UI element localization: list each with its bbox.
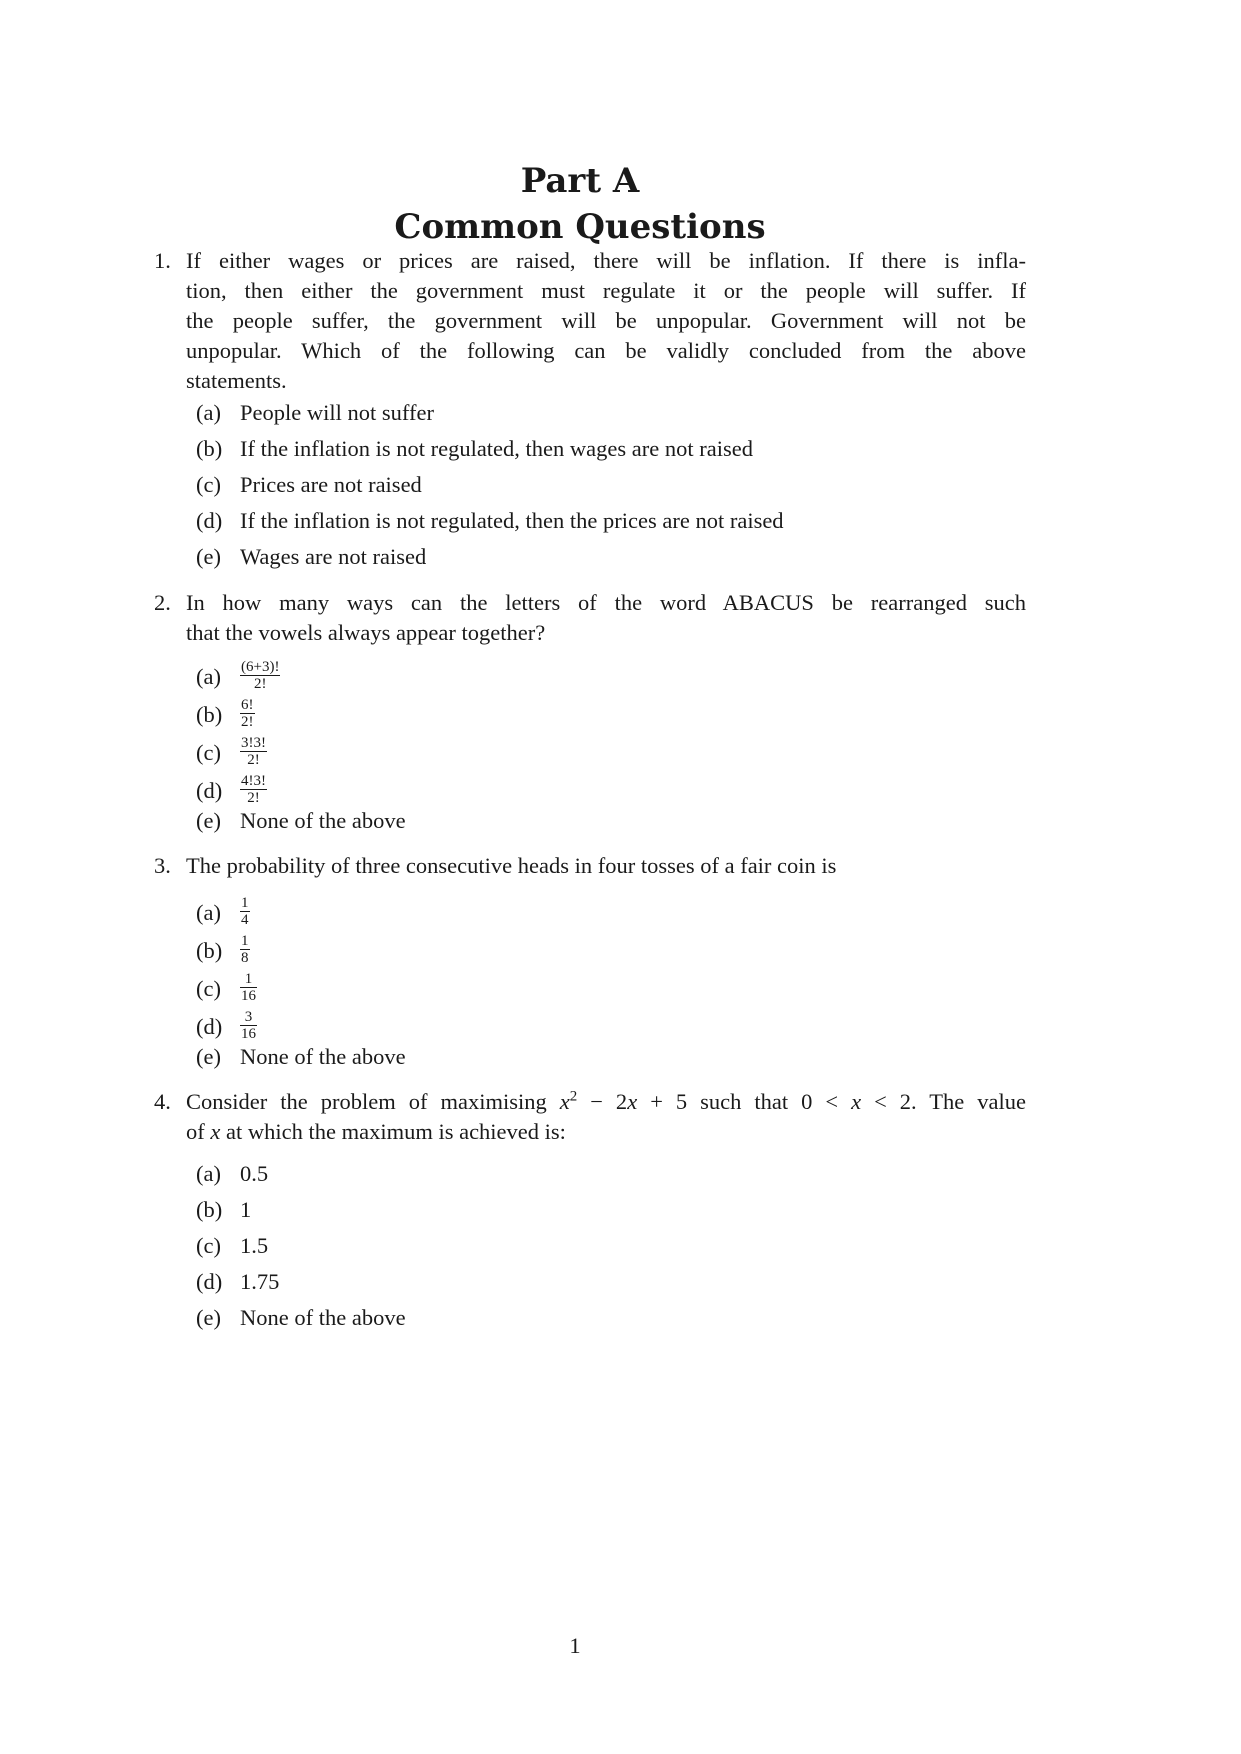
option-label: (d) — [196, 508, 223, 533]
question-4-text — [186, 1087, 1026, 1147]
option-label: (a) — [196, 664, 221, 689]
option-label: (c) — [196, 1233, 221, 1258]
question-3-number: 3. — [154, 853, 171, 878]
fraction-denominator: 2! — [253, 676, 267, 693]
text-run: − 2 — [577, 1089, 628, 1114]
fraction-numerator: 3!3! — [241, 735, 266, 752]
option-text: 1.5 — [240, 1233, 269, 1258]
question-4-option-e — [196, 1303, 406, 1333]
option-label: (c) — [196, 976, 221, 1001]
option-label: (a) — [196, 400, 221, 425]
question-2-number: 2. — [154, 590, 171, 615]
fraction-denominator: 16 — [241, 988, 256, 1005]
question-4-option-a — [196, 1159, 268, 1189]
fraction — [240, 659, 280, 692]
question-2-line: In how many ways can the letters of the word ABACUS be rearranged such — [186, 590, 1026, 615]
option-label: (e) — [196, 1044, 221, 1069]
question-1-line: the people suffer, the government will be unpopular. Government will not be — [186, 308, 1026, 333]
option-label: (c) — [196, 740, 221, 765]
question-4-number: 4. — [154, 1089, 171, 1114]
question-4-option-d — [196, 1267, 279, 1297]
option-text: If the inflation is not regulated, then the prices are not raised — [240, 508, 784, 533]
question-4-option-c — [196, 1231, 268, 1261]
option-text: Wages are not raised — [240, 544, 427, 569]
question-3-option-c — [196, 971, 257, 1007]
question-4-line — [186, 1087, 1026, 1117]
option-text: 1.75 — [240, 1269, 280, 1294]
question-2-option-d — [196, 773, 267, 809]
text-run: Consider the problem of maximising — [186, 1089, 560, 1114]
question-3-line: The probability of three consecutive heads in four tosses of a fair coin is — [186, 853, 837, 878]
text-run: of — [186, 1119, 211, 1144]
fraction-numerator: 3 — [240, 1009, 257, 1026]
fraction-numerator: 1 — [240, 971, 257, 988]
text-run: at which the maximum is achieved is: — [220, 1119, 566, 1144]
option-label: (e) — [196, 544, 221, 569]
math-variable: x — [627, 1089, 638, 1114]
section-title: Common Questions — [394, 207, 766, 247]
option-text: 0.5 — [240, 1161, 269, 1186]
option-text: If the inflation is not regulated, then wages are not raised — [240, 436, 753, 461]
option-text: None of the above — [240, 1305, 406, 1330]
fraction-numerator: (6+3)! — [241, 659, 280, 676]
question-2-option-a — [196, 659, 280, 695]
option-label: (d) — [196, 1269, 223, 1294]
fraction-denominator: 2! — [247, 790, 260, 807]
fraction-numerator: 6! — [241, 697, 254, 714]
option-label: (e) — [196, 808, 221, 833]
fraction — [240, 697, 255, 730]
question-1-option-a — [196, 398, 434, 428]
question-2-option-c — [196, 735, 267, 771]
question-2-option-b — [196, 697, 255, 733]
text-run: + 5 such that 0 < — [637, 1089, 852, 1114]
fraction — [240, 1009, 257, 1042]
question-1-number: 1. — [154, 248, 171, 273]
question-1-line: If either wages or prices are raised, there will be inflation. If there is infla- — [186, 248, 1026, 273]
page-number: 1 — [569, 1633, 581, 1658]
question-3-option-b — [196, 933, 250, 969]
fraction-denominator: 4 — [241, 912, 249, 929]
option-label: (b) — [196, 436, 223, 461]
fraction-denominator: 8 — [241, 950, 249, 967]
option-label: (d) — [196, 1014, 223, 1039]
question-4-option-b — [196, 1195, 251, 1225]
question-1-option-e — [196, 542, 426, 572]
fraction — [240, 933, 250, 966]
math-exponent: 2 — [569, 1088, 578, 1105]
question-3-option-e — [196, 1042, 406, 1072]
option-label: (b) — [196, 938, 223, 963]
question-1-line: statements. — [186, 368, 287, 393]
fraction-denominator: 16 — [241, 1026, 256, 1043]
question-1-text — [186, 246, 1026, 396]
question-2-text — [186, 588, 1026, 648]
option-text: 1 — [240, 1197, 252, 1222]
option-label: (c) — [196, 472, 221, 497]
option-label: (d) — [196, 778, 223, 803]
question-1-option-c — [196, 470, 422, 500]
option-label: (b) — [196, 702, 223, 727]
option-text: People will not suffer — [240, 400, 434, 425]
question-1-line: tion, then either the government must regulate it or the people will suffer. If — [186, 278, 1026, 303]
question-4-line — [186, 1117, 1026, 1147]
option-label: (e) — [196, 1305, 221, 1330]
fraction-denominator: 2! — [241, 714, 254, 731]
question-1-option-d — [196, 506, 784, 536]
question-2-line: that the vowels always appear together? — [186, 620, 546, 645]
question-2-option-e — [196, 806, 406, 836]
fraction-numerator: 1 — [241, 895, 249, 912]
fraction — [240, 773, 267, 806]
math-variable: x — [210, 1119, 221, 1144]
text-run: < 2. The value — [861, 1089, 1026, 1114]
option-label: (b) — [196, 1197, 223, 1222]
question-3-option-d — [196, 1009, 257, 1045]
option-label: (a) — [196, 1161, 221, 1186]
option-label: (a) — [196, 900, 221, 925]
fraction — [240, 735, 267, 768]
question-1-option-b — [196, 434, 753, 464]
option-text: None of the above — [240, 808, 406, 833]
fraction — [240, 971, 257, 1004]
question-3-text — [186, 851, 1026, 881]
question-1-line: unpopular. Which of the following can be validly concluded from the above — [186, 338, 1026, 363]
fraction-numerator: 1 — [241, 933, 249, 950]
part-title: Part A — [520, 161, 640, 201]
math-variable: x — [851, 1089, 862, 1114]
question-3-option-a — [196, 895, 250, 931]
option-text: None of the above — [240, 1044, 406, 1069]
fraction-numerator: 4!3! — [241, 773, 266, 790]
fraction — [240, 895, 250, 928]
math-variable: x — [559, 1089, 570, 1114]
fraction-denominator: 2! — [247, 752, 260, 769]
option-text: Prices are not raised — [240, 472, 422, 497]
